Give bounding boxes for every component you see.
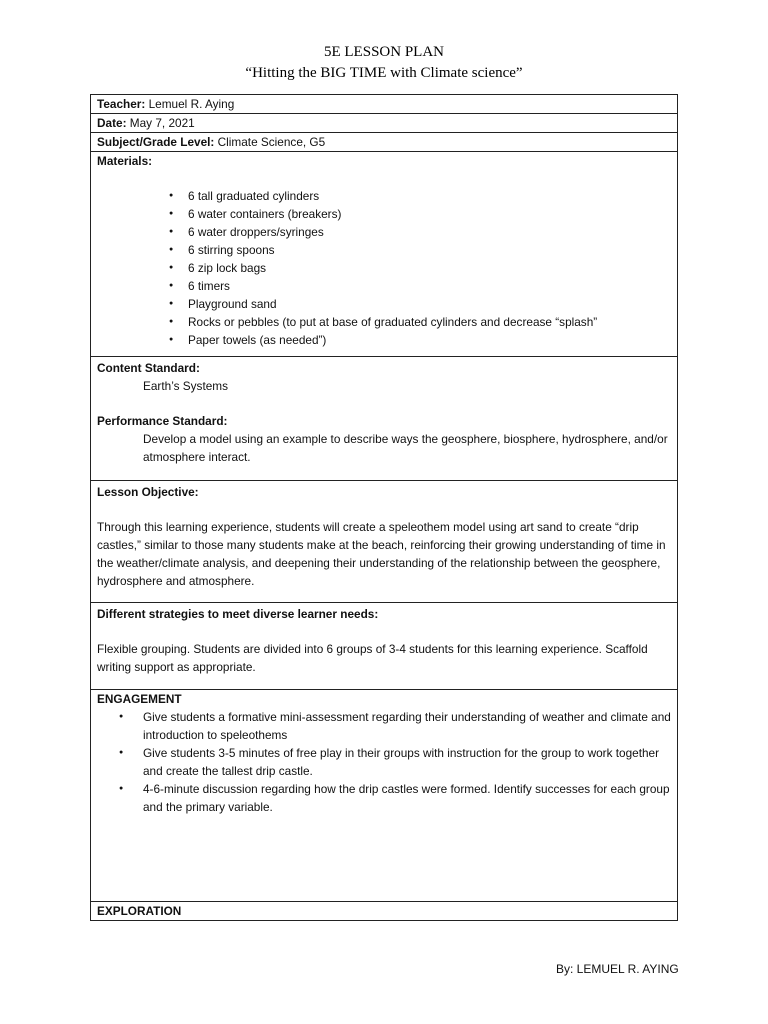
subject-label: Subject/Grade Level: [97, 135, 215, 149]
content-standard-label: Content Standard: [97, 361, 200, 375]
strategies-row [91, 603, 678, 690]
engagement-row [91, 690, 678, 902]
list-item: ● Playground sand [97, 295, 671, 313]
engagement-label: ENGAGEMENT [97, 692, 182, 706]
lesson-plan-table [90, 94, 678, 921]
document-subtitle: “Hitting the BIG TIME with Climate science” [245, 65, 523, 81]
list-item: ● 4-6-minute discussion regarding how the drip castles were formed. Identify successes for each group and the primary variable. [97, 780, 671, 816]
objective-label: Lesson Objective: [97, 485, 199, 499]
list-item: ● 6 stirring spoons [97, 241, 671, 259]
subject-value: Climate Science, G5 [217, 135, 326, 149]
materials-list [97, 187, 671, 349]
list-item: ● Rocks or pebbles (to put at base of graduated cylinders and decrease “splash” [97, 313, 671, 331]
standards-row [91, 357, 678, 481]
teacher-label: Teacher: [97, 97, 146, 111]
teacher-row [91, 95, 678, 114]
content-standard-value: Earth’s Systems [143, 379, 229, 393]
date-row [91, 114, 678, 133]
document-title: 5E LESSON PLAN [323, 44, 444, 60]
engagement-list [97, 708, 671, 816]
strategies-label: Different strategies to meet diverse learner needs: [97, 607, 379, 621]
list-item: ● Paper towels (as needed”) [97, 331, 671, 349]
performance-standard-value: Develop a model using an example to describe ways the geosphere, biosphere, hydrosphere, and/or atmosphere interact. [143, 432, 668, 464]
objective-text: Through this learning experience, students will create a speleothem model using art sand to create “drip castles,” similar to those many students make at the beach, reinforcing their growing understanding of time in the weather/climate analysis, and deepening their understanding of the relationship between the geosphere, hydrosphere and atmosphere. [97, 520, 666, 588]
list-item: ● 6 zip lock bags [97, 259, 671, 277]
teacher-value: Lemuel R. Aying [148, 97, 235, 111]
exploration-row [91, 902, 678, 921]
performance-standard-label: Performance Standard: [97, 414, 228, 428]
list-item: ● Give students a formative mini-assessment regarding their understanding of weather and climate and introduction to speleothems [97, 708, 671, 744]
date-value: May 7, 2021 [129, 116, 195, 130]
materials-row [91, 152, 678, 357]
list-item: ● Give students 3-5 minutes of free play in their groups with instruction for the group to work together and create the tallest drip castle. [97, 744, 671, 780]
exploration-label: EXPLORATION [97, 904, 182, 918]
list-item: ● 6 timers [97, 277, 671, 295]
list-item: ● 6 water droppers/syringes [97, 223, 671, 241]
date-label: Date: [97, 116, 127, 130]
objective-row [91, 481, 678, 603]
strategies-text: Flexible grouping. Students are divided into 6 groups of 3-4 students for this learning experience. Scaffold writing support as appropriate. [97, 642, 648, 674]
subject-row [91, 133, 678, 152]
list-item: ● 6 water containers (breakers) [97, 205, 671, 223]
footer-author: By: LEMUEL R. AYING [556, 962, 679, 976]
list-item: ● 6 tall graduated cylinders [97, 187, 671, 205]
materials-label: Materials: [97, 154, 153, 168]
